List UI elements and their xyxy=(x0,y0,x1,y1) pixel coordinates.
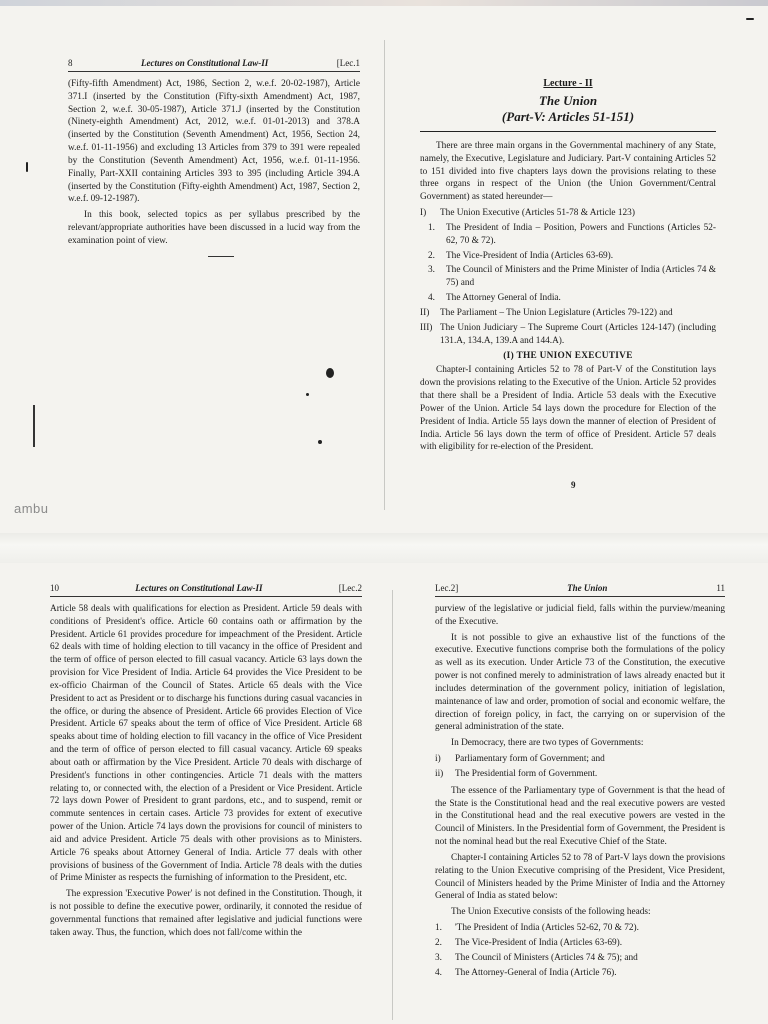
list-item xyxy=(435,937,725,950)
subitem-num: 1. xyxy=(428,222,435,233)
section-paragraph: Chapter-I containing Articles 52 to 78 of Part-V of the Constitution lays down the provisions relating to the Executive of the Union. Article 52 provides that there shall be a President of India. Article 53 deals with the Executive Power of the Union. Article 54 lays down the procedure for Election of the President of India. Article 55 lays down the manner of election of President of India. Article 56 lays down the term of office of President. Article 57 deals with eligibility for re-election of the President. xyxy=(420,365,716,453)
paragraph: In this book, selected topics as per syllabus prescribed by the relevant/appropriate authorities have been discussed in a lucid way from the examination point of view. xyxy=(68,210,360,246)
paragraph: It is not possible to give an exhaustive list of the functions of the executive. Executive functions comprise both the formulations of the policy as well as its execution. Under Article 73 of the Constitution, the executive power is not confined merely to administration of laws already enacted but it includes determination of the government policy, initiation of legislation, maintenance of law and order, promotion of social and economic welfare, the direction of foreign policy, in fact, the carrying on or supervision of the general administration of the state. xyxy=(435,632,725,733)
list-item xyxy=(435,768,725,781)
page-10 xyxy=(50,583,362,1023)
subitem-text: The President of India – Position, Powers and Functions (Articles 52-62, 70 & 72). xyxy=(446,222,716,246)
scan-mark xyxy=(33,405,35,447)
scan-speck xyxy=(326,368,334,378)
outline-num: II) xyxy=(420,307,430,318)
scan-speck xyxy=(306,393,309,396)
lecture-tag: [Lec.2 xyxy=(338,583,362,593)
scan-speck xyxy=(26,162,28,172)
body-text xyxy=(68,78,360,248)
list-text: The Attorney-General of India (Article 76). xyxy=(455,967,617,978)
paragraph: Chapter-I containing Articles 52 to 78 of Part-V lays down the provisions relating to the Union Executive comprising of the President, Vice President, Council of Ministers headed by the Prime Minister of India and the Attorney General of India as stated below: xyxy=(435,852,725,902)
page-9-folio: 9 xyxy=(571,480,576,490)
scan-top-edge xyxy=(0,0,768,6)
subitem-num: 2. xyxy=(428,250,435,261)
list-text: The Presidential form of Government. xyxy=(455,768,598,779)
body-text xyxy=(435,785,725,919)
outline-text: The Union Judiciary – The Supreme Court (Articles 124-147) (including 131.A, 134.A, 139.A and 144.A). xyxy=(440,322,716,346)
outline-item xyxy=(420,307,716,320)
subitem-num: 4. xyxy=(428,293,435,304)
running-header xyxy=(50,583,362,597)
list-text: 'The President of India (Articles 52-62, 70 & 72). xyxy=(455,923,639,934)
body-text xyxy=(50,603,362,940)
running-header xyxy=(68,58,360,72)
outline-subitem xyxy=(420,222,716,248)
government-types-list xyxy=(435,753,725,781)
paragraph: In Democracy, there are two types of Governments: xyxy=(451,738,644,749)
gutter-shadow xyxy=(384,40,385,510)
outline-item xyxy=(420,322,716,348)
scan-speck xyxy=(318,440,322,444)
list-item xyxy=(435,952,725,965)
list-text: Parliamentary form of Government; and xyxy=(455,754,605,765)
body-text xyxy=(420,140,716,204)
list-item xyxy=(435,753,725,766)
subitem-num: 3. xyxy=(428,265,435,276)
outline-subitem xyxy=(420,250,716,263)
paragraph: The Union Executive consists of the following heads: xyxy=(451,907,651,918)
list-num: 2. xyxy=(435,937,442,948)
outline-text: The Parliament – The Union Legislature (Articles 79-122) and xyxy=(440,307,673,318)
scan-divider xyxy=(0,533,768,563)
intro-paragraph: There are three main organs in the Governmental machinery of any State, namely, the Executive, Legislature and Judiciary. Part-V containing Articles 52 to 151 divided into five chapters lays down the provisions relating to these three organs in respect of the Union (the Union Government/Central Government) as stated hereunder— xyxy=(420,141,716,203)
body-text xyxy=(420,364,716,454)
outline-num: I) xyxy=(420,208,427,219)
scan-speck xyxy=(746,18,754,20)
gutter-shadow xyxy=(392,590,393,1020)
scan-watermark: ambu xyxy=(14,501,49,516)
paragraph: (Fifty-fifth Amendment) Act, 1986, Section 2, w.e.f. 20-02-1987), Article 371.I (inserted by the Constitution (Fifty-sixth Amendment) Act, 1987, Section 2, w.e.f. 30-05-1987), Article 371.J (inserted by the Constitution (Ninety-eighth Amendment) Act, 2012, w.e.f. 01-01-2013) and 378.A (inserted by the Constitution (Seventh Amendment) Act, 1956, Section 24, w.e.f. 01-11-1956) and excluding 13 Articles from 379 to 391 were repealed by the Constitution (Seventh Amendment) Act, 1956, w.e.f. 01-11-1956. Finally, Part-XXII containing Articles 393 to 395 (including Article 394.A (inserted by the Constitution (Fifty-eighth Amendment) Act, 1987, Section 2, w.e.f. 09-12-1987). xyxy=(68,79,360,205)
list-item xyxy=(435,967,725,980)
page-number: 8 xyxy=(68,58,73,68)
page-11 xyxy=(435,583,725,1023)
list-num: 3. xyxy=(435,952,442,963)
executive-heads-list xyxy=(435,922,725,979)
subitem-text: The Council of Ministers and the Prime Minister of India (Articles 74 & 75) and xyxy=(446,265,716,289)
running-title: The Union xyxy=(567,583,608,593)
page-number: 10 xyxy=(50,583,59,593)
outline-num: III) xyxy=(420,322,433,333)
subitem-text: The Vice-President of India (Articles 63-69). xyxy=(446,250,614,261)
list-text: The Council of Ministers (Articles 74 & 75); and xyxy=(455,952,638,963)
lecture-tag: Lec.2] xyxy=(435,583,459,593)
paragraph: The essence of the Parliamentary type of Government is that the head of the State is the Constitutional head and the real executive powers are vested in the Constitutional head and the real executive powers are vested in the Council of Ministers. In the Presidential form of Government, the President is not the nominal head but the real Executive Chief of the State. xyxy=(435,785,725,848)
paragraph: purview of the legislative or judicial field, falls within the purview/meaning of the Executive. xyxy=(435,604,725,627)
section-heading: (I) THE UNION EXECUTIVE xyxy=(503,351,633,362)
list-item xyxy=(435,922,725,935)
page-number: 11 xyxy=(716,583,725,593)
list-text: The Vice-President of India (Articles 63-69). xyxy=(455,937,623,948)
subitem-text: The Attorney General of India. xyxy=(446,293,561,304)
running-title: Lectures on Constitutional Law-II xyxy=(140,58,269,68)
body-text xyxy=(435,603,725,750)
paragraph: Article 58 deals with qualifications for election as President. Article 59 deals with conditions of President's office. Article 60 contains oath or affirmation by the President. Article 61 provides procedure for impeachment of the President. Article 62 deals with time of holding election to till vacancy in the office of President and the term of office of person elected to fill casual vacancy. Article 63 lays down the provision for Vice President of India. Article 64 provides the Vice President to be ex-officio Chairman of the Council of States. Article 65 deals with the Vice President to act as President or to discharge his functions during casual vacancies in the office, or during the absence of President. Article 66 provides Election of Vice President. Article 67 speaks about the term of office of Vice President. Article 68 speaks about time of holding election to fill vacancy in the office of Vice President and the term of office of person elected to fill casual vacancy. Article 69 speaks about oath or affirmation by the Vice President. Article 70 deals with discharge of President's functions in other contingencies. Article 71 deals with the matters relating to, or connected with, the election of a President or Vice President. Article 72 lays down Power of President to grant pardons, etc., and to suspend, remit or commute sentences in certain cases. Article 73 provides for extent of executive power of the Union. Article 74 lays down the provisions for council of ministers to aid and advice President. Article 75 deals with other provisions as to Ministers. Article 76 speaks about Attorney General of India. Article 77 deals with other provisions of business of the Government of India. Article 78 deals with the duties of Prime Minister as respects the furnishing of information to the President, etc. xyxy=(50,604,362,884)
list-num: 4. xyxy=(435,967,442,978)
outline-item xyxy=(420,207,716,220)
section-end-rule xyxy=(208,256,234,257)
list-num: ii) xyxy=(435,768,444,779)
page-8 xyxy=(68,58,360,318)
running-title: Lectures on Constitutional Law-II xyxy=(135,583,263,593)
chapter-subtitle: (Part-V: Articles 51-151) xyxy=(420,109,716,132)
outline-subitem xyxy=(420,264,716,290)
lecture-tag: [Lec.1 xyxy=(336,58,360,68)
running-header xyxy=(435,583,725,597)
lecture-label: Lecture - II xyxy=(543,78,593,89)
paragraph: The expression 'Executive Power' is not defined in the Constitution. Though, it is not possible to define the executive power, ordinarily, it connoted the residue of governmental functions that remained after legislative and judicial functions were taken away. Thus, the function, which does not fall/come within the xyxy=(50,889,362,938)
outline-list xyxy=(420,207,716,347)
outline-subitem xyxy=(420,292,716,305)
page-9 xyxy=(420,78,716,498)
list-num: i) xyxy=(435,754,441,765)
chapter-title: The Union xyxy=(538,93,598,108)
list-num: 1. xyxy=(435,923,442,934)
outline-text: The Union Executive (Articles 51-78 & Article 123) xyxy=(440,208,635,219)
